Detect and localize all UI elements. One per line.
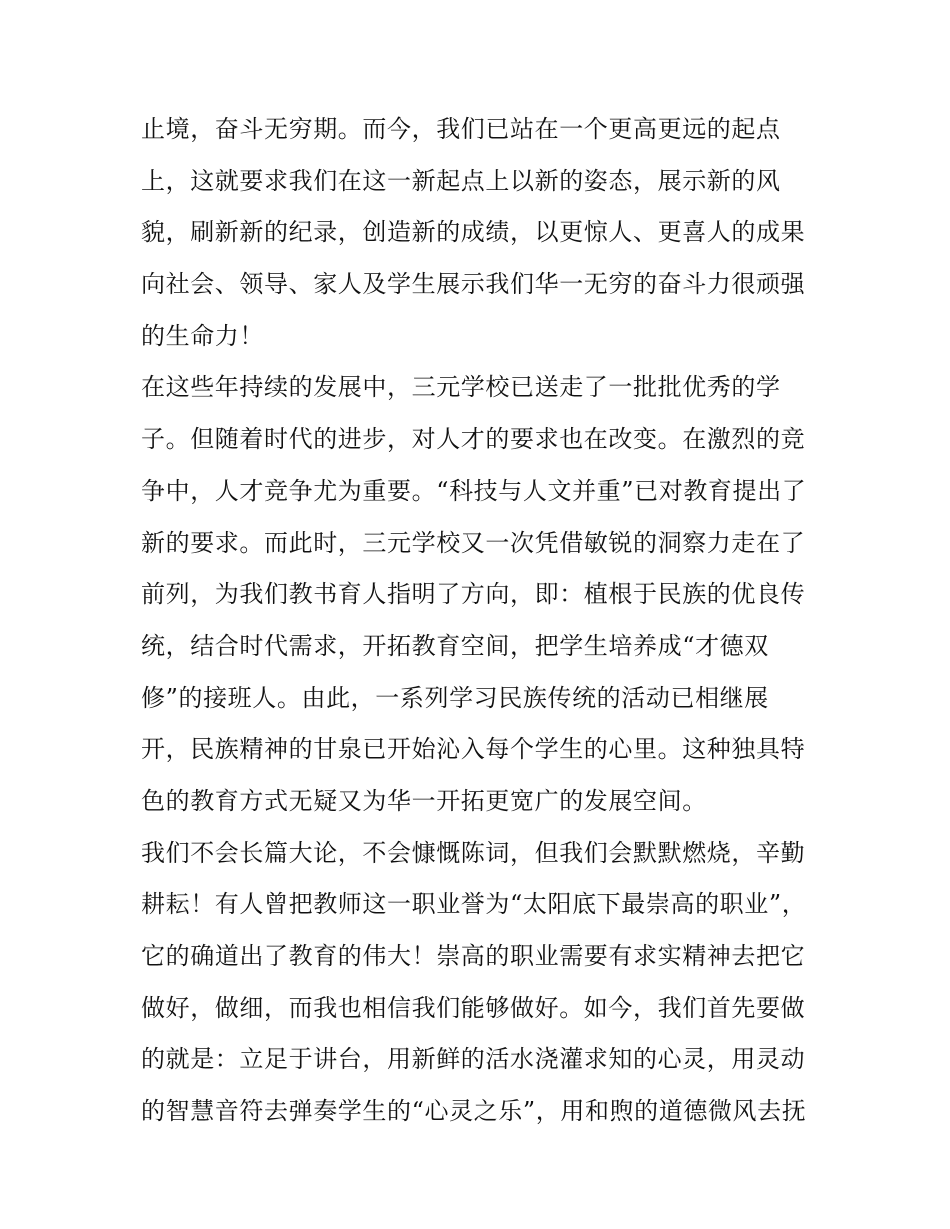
text-line: 耕耘！有人曾把教师这一职业誉为“太阳底下最崇高的职业”， xyxy=(141,890,807,919)
text-line: 开，民族精神的甘泉已开始沁入每个学生的心里。这种独具特 xyxy=(141,735,806,764)
text-line: 止境，奋斗无穷期。而今，我们已站在一个更高更远的起点 xyxy=(141,115,781,143)
text-line: 的智慧音符去弹奏学生的“心灵之乐”，用和煦的道德微风去抚 xyxy=(141,1097,807,1126)
text-line: 色的教育方式无疑又为华一开拓更宽广的发展空间。 xyxy=(141,786,707,815)
text-line: 前列，为我们教书育人指明了方向，即：植根于民族的优良传 xyxy=(141,580,806,609)
text-line: 貌，刷新新的纪录，创造新的成绩，以更惊人、更喜人的成果 xyxy=(141,218,806,247)
paragraph-1 xyxy=(141,104,821,362)
text-line: 修”的接班人。由此，一系列学习民族传统的活动已相继展 xyxy=(141,683,769,712)
text-line: 上，这就要求我们在这一新起点上以新的姿态，展示新的风 xyxy=(141,166,781,195)
text-line: 的就是：立足于讲台，用新鲜的活水浇灌求知的心灵，用灵动 xyxy=(141,1045,806,1074)
text-line: 子。但随着时代的进步，对人才的要求也在改变。在激烈的竞 xyxy=(141,425,806,454)
paragraph-2 xyxy=(141,362,821,827)
text-line: 做好，做细，而我也相信我们能够做好。如今，我们首先要做 xyxy=(141,993,806,1022)
text-line: 在这些年持续的发展中，三元学校已送走了一批批优秀的学 xyxy=(141,373,781,402)
text-line: 新的要求。而此时，三元学校又一次凭借敏锐的洞察力走在了 xyxy=(141,528,806,557)
text-line: 向社会、领导、家人及学生展示我们华一无穷的奋斗力很顽强 xyxy=(141,270,806,299)
document-body xyxy=(141,104,821,1138)
paragraph-3 xyxy=(141,828,821,1138)
text-line: 它的确道出了教育的伟大！崇高的职业需要有求实精神去把它 xyxy=(141,942,806,970)
text-line: 争中，人才竞争尤为重要。“科技与人文并重”已对教育提出了 xyxy=(141,476,807,505)
text-line: 的生命力！ xyxy=(141,321,264,350)
text-line: 统，结合时代需求，开拓教育空间，把学生培养成“才德双 xyxy=(141,631,769,660)
text-line: 我们不会长篇大论，不会慷慨陈词，但我们会默默燃烧，辛勤 xyxy=(141,838,806,867)
